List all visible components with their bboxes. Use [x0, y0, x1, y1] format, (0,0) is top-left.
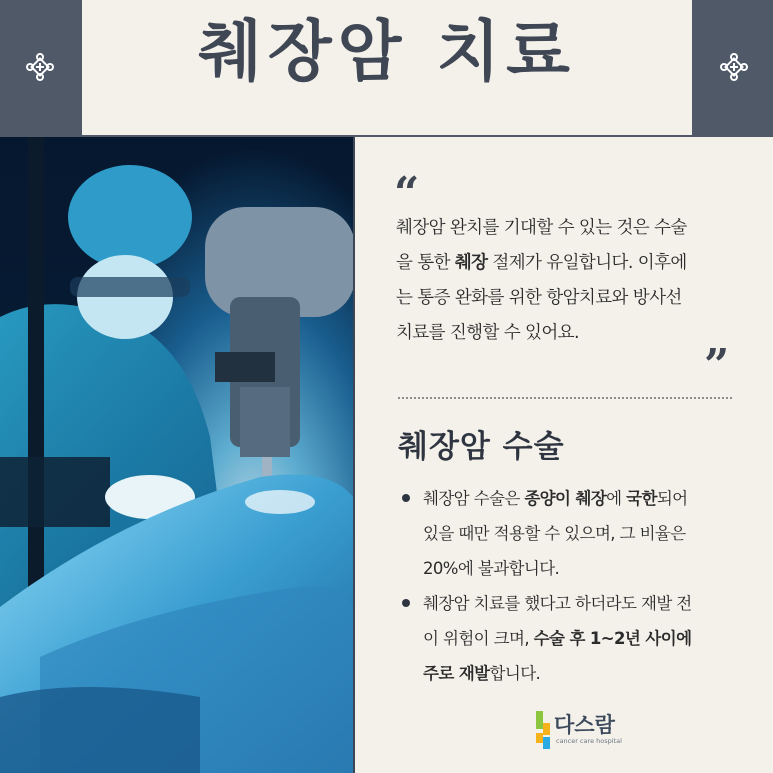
page-title: 췌장암 치료 [198, 12, 576, 90]
open-quote-icon: “ [394, 168, 420, 219]
text-segment: 이 위험이 크며, [423, 629, 534, 648]
bullet-line [423, 656, 740, 691]
bullet-line [423, 621, 740, 656]
vertical-divider [353, 137, 355, 773]
text-segment: 에 [606, 489, 627, 508]
logo-mark-icon [536, 711, 550, 751]
surgery-photo [0, 137, 353, 773]
bullet-dot-icon [402, 599, 410, 607]
list-item [400, 586, 740, 691]
knot-ornament-icon [719, 52, 749, 82]
quote-line: 췌장암 완치를 기대할 수 있는 것은 수술 [396, 218, 687, 238]
logo-tagline: cancer care hospital [556, 737, 622, 745]
emphasis: 수술 후 1~2년 사이에 [533, 629, 692, 648]
emphasis: 국한 [626, 489, 657, 508]
title-panel [82, 0, 692, 135]
logo-name: 다스람 [554, 713, 615, 737]
quote-line: 는 통증 완화를 위한 항암치료와 방사선 [396, 288, 682, 308]
knot-ornament-icon [25, 52, 55, 82]
header-band [0, 0, 773, 137]
quote-text [396, 211, 746, 351]
bullet-line: 있을 때만 적용할 수 있으며, 그 비율은 [423, 524, 686, 543]
quote-line: 치료를 진행할 수 있어요. [396, 323, 579, 343]
bullet-line: 20%에 불과합니다. [423, 559, 560, 578]
quote-text-segment: 절제가 유일합니다. 이후에 [487, 253, 687, 273]
dotted-divider [398, 397, 732, 399]
quote-line [396, 246, 746, 281]
text-segment: 췌장암 수술은 [423, 489, 525, 508]
quote-text-segment: 을 통한 [396, 253, 455, 273]
emphasis: 종양이 췌장 [524, 489, 607, 508]
text-segment: 되어 [656, 489, 688, 508]
text-segment: 합니다. [489, 664, 541, 683]
section-title: 췌장암 수술 [398, 429, 565, 465]
close-quote-icon: ” [704, 340, 730, 391]
emphasis: 주로 재발 [423, 664, 490, 683]
list-item [400, 481, 740, 586]
hospital-logo [536, 711, 626, 753]
bullet-dot-icon [402, 494, 410, 502]
bullet-line: 췌장암 치료를 했다고 하더라도 재발 전 [423, 594, 692, 613]
bullet-list [400, 481, 740, 691]
bullet-line [423, 481, 740, 516]
quote-emphasis: 췌장 [454, 253, 488, 273]
